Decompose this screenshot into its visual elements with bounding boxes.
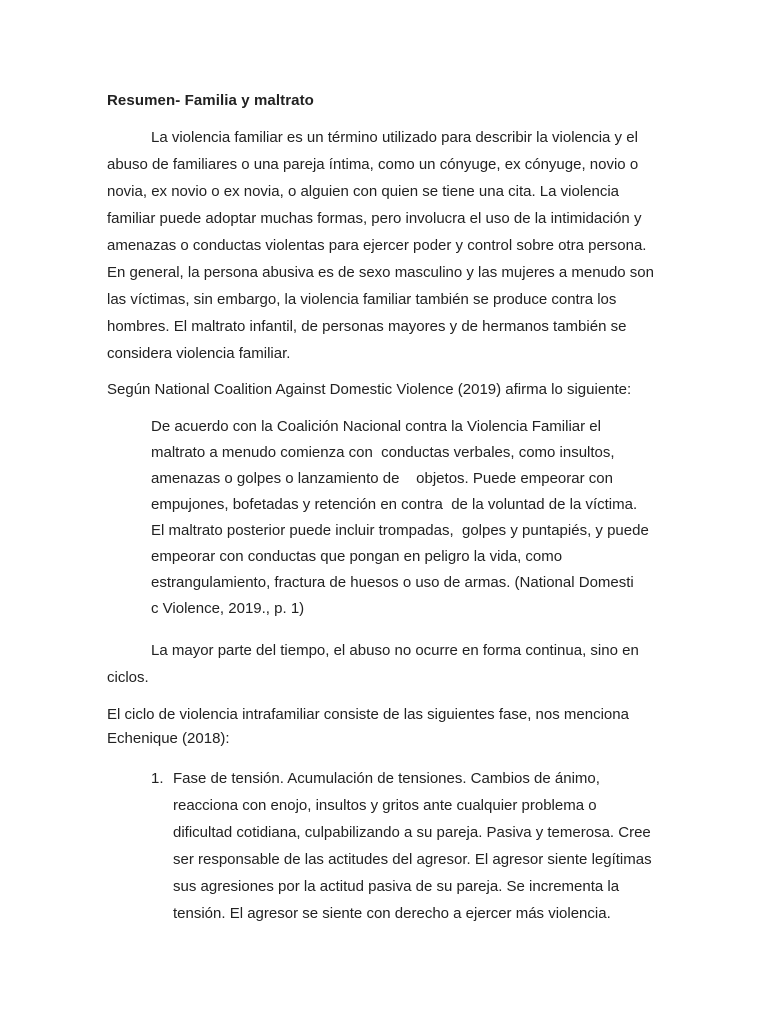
quote-line: amenazas o golpes o lanzamiento de objetos. Puede empeorar con — [151, 470, 613, 487]
paragraph-line: considera violencia familiar. — [107, 345, 291, 362]
paragraph-line: ciclos. — [107, 669, 149, 686]
quote-line: El maltrato posterior puede incluir trompadas, golpes y puntapiés, y puede — [151, 522, 649, 539]
list-item-number: 1. — [151, 770, 164, 787]
list-item-line: sus agresiones por la actitud pasiva de su pareja. Se incrementa la — [173, 878, 620, 895]
paragraph-line: las víctimas, sin embargo, la violencia familiar también se produce contra los — [107, 291, 617, 308]
quote-line: empeorar con conductas que pongan en peligro la vida, como — [151, 548, 563, 565]
paragraph-line: Echenique (2018): — [107, 730, 230, 747]
paragraph-intro — [107, 124, 667, 367]
paragraph-line: amenazas o conductas violentas para ejercer poder y control sobre otra persona. — [107, 237, 647, 254]
paragraph-line: abuso de familiares o una pareja íntima, como un cónyuge, ex cónyuge, novio o — [107, 156, 639, 173]
list-item-line: tensión. El agresor se siente con derecho a ejercer más violencia. — [173, 905, 611, 922]
paragraph-cycles — [107, 637, 667, 691]
list-item — [173, 765, 653, 927]
paragraph-line: La violencia familiar es un término utilizado para describir la violencia y el — [151, 129, 638, 146]
quote-line: estrangulamiento, fractura de huesos o uso de armas. (National Domesti — [151, 574, 634, 591]
paragraph-citation-intro — [107, 376, 667, 403]
paragraph-line: Según National Coalition Against Domestic Violence (2019) afirma lo siguiente: — [107, 381, 632, 398]
quote-line: De acuerdo con la Coalición Nacional contra la Violencia Familiar el — [151, 418, 601, 435]
quote-line: maltrato a menudo comienza con conductas verbales, como insultos, — [151, 444, 615, 461]
block-quote — [151, 414, 651, 622]
paragraph-cycle-phases — [107, 703, 667, 751]
document-title: Resumen- Familia y maltrato — [107, 92, 314, 109]
quote-line: c Violence, 2019., p. 1) — [151, 600, 305, 617]
paragraph-line: novia, ex novio o ex novia, o alguien con quien se tiene una cita. La violencia — [107, 183, 620, 200]
quote-line: empujones, bofetadas y retención en contra de la voluntad de la víctima. — [151, 496, 638, 513]
paragraph-line: En general, la persona abusiva es de sexo masculino y las mujeres a menudo son — [107, 264, 654, 281]
list-item-line: dificultad cotidiana, culpabilizando a su pareja. Pasiva y temerosa. Cree — [173, 824, 651, 841]
paragraph-line: familiar puede adoptar muchas formas, pero involucra el uso de la intimidación y — [107, 210, 642, 227]
list-item-line: ser responsable de las actitudes del agresor. El agresor siente legítimas — [173, 851, 652, 868]
list-item-line: reacciona con enojo, insultos y gritos ante cualquier problema o — [173, 797, 597, 814]
paragraph-line: El ciclo de violencia intrafamiliar consiste de las siguientes fase, nos menciona — [107, 706, 629, 723]
paragraph-line: La mayor parte del tiempo, el abuso no ocurre en forma continua, sino en — [151, 642, 639, 659]
list-item-line: Fase de tensión. Acumulación de tensiones. Cambios de ánimo, — [173, 770, 600, 787]
paragraph-line: hombres. El maltrato infantil, de personas mayores y de hermanos también se — [107, 318, 627, 335]
